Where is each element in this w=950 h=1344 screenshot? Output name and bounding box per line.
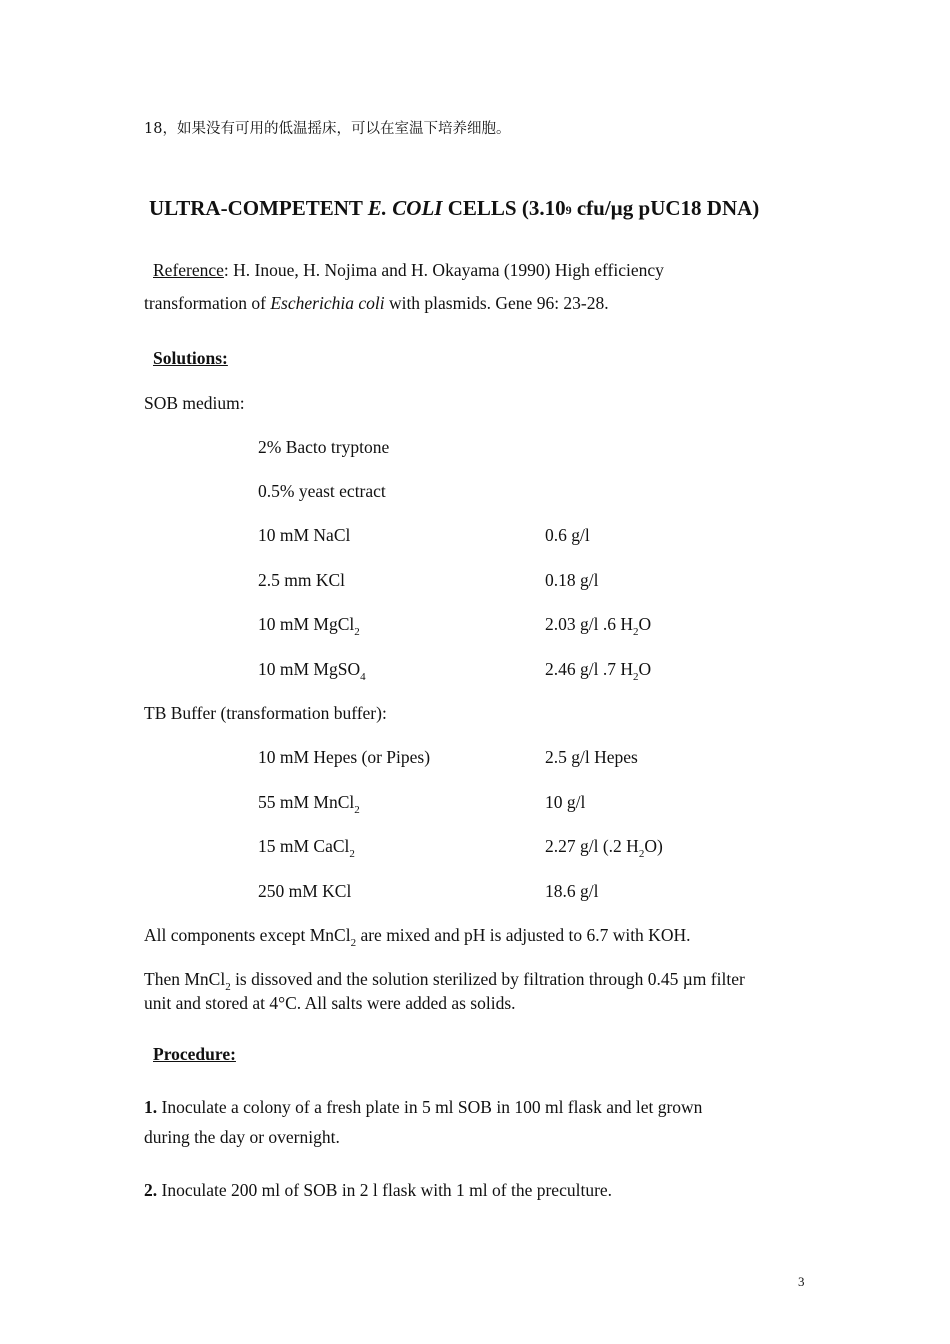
step-1-text: Inoculate a colony of a fresh plate in 5 ml SOB in 100 ml flask and let grown [157, 1097, 703, 1117]
sob-r5a-sub: 2 [354, 626, 360, 638]
reference-line-1 [153, 259, 664, 281]
sob-r5a: 10 mM MgCl [258, 614, 355, 634]
reference-line2-b: with plasmids. Gene 96: 23-28. [384, 293, 609, 313]
step-1-line-2: during the day or overnight. [144, 1127, 340, 1147]
note-1a: All components except MnCl [144, 925, 351, 945]
title-italic: E. COLI [367, 196, 443, 220]
sob-label: SOB medium: [144, 393, 245, 413]
sob-r5b-sub: 2 [633, 626, 639, 638]
sob-row-1: 2% Bacto tryptone [258, 437, 390, 457]
note-2-sub: 2 [225, 981, 231, 993]
tb-r3b-end: O) [644, 836, 663, 856]
sob-row-4-amount: 0.18 g/l [545, 570, 599, 590]
sob-r6b-sub: 2 [633, 671, 639, 683]
sob-r5b-end: O [638, 614, 652, 634]
note-1-sub: 2 [350, 937, 357, 949]
step-1-number: 1. [144, 1097, 158, 1117]
tb-r3b-sub: 2 [638, 848, 645, 860]
sob-row-2: 0.5% yeast ectract [258, 481, 386, 501]
step-1-line-1 [144, 1096, 702, 1118]
reference-line2-a: transformation of [144, 293, 271, 313]
sob-row-6-component [258, 658, 366, 683]
note-2b: is dissoved and the solution sterilized by filtration through 0.45 µm filter [230, 969, 745, 989]
sob-r6a-sub: 4 [360, 671, 366, 683]
tb-r2a-sub: 2 [354, 804, 360, 816]
tb-r3a-sub: 2 [349, 848, 355, 860]
tb-row-2-component [258, 791, 360, 816]
tb-row-4-amount: 18.6 g/l [545, 881, 599, 901]
sob-r6a: 10 mM MgSO [258, 659, 361, 679]
note-1 [144, 924, 691, 949]
tb-row-3-component [258, 835, 355, 860]
tb-r3b: 2.27 g/l (.2 H [545, 836, 639, 856]
sob-row-3-amount: 0.6 g/l [545, 525, 590, 545]
sob-row-4-component: 2.5 mm KCl [258, 570, 346, 590]
tb-row-3-amount [545, 835, 663, 860]
page-title [149, 196, 759, 221]
page-number: 3 [798, 1274, 805, 1289]
reference-label: Reference [153, 260, 224, 280]
sob-r6b: 2.46 g/l .7 H [545, 659, 633, 679]
title-part2: CELLS (3.10 [442, 196, 566, 220]
sob-r5b: 2.03 g/l .6 H [545, 614, 633, 634]
reference-line1-rest: : H. Inoue, H. Nojima and H. Okayama (1990) High efficiency [223, 260, 664, 280]
step-2-line-1 [144, 1179, 612, 1201]
tb-r3a: 15 mM CaCl [258, 836, 350, 856]
tb-row-1-amount: 2.5 g/l Hepes [545, 747, 638, 767]
solutions-heading: Solutions: [153, 348, 228, 368]
sob-row-6-amount [545, 658, 652, 683]
note-2-continued: unit and stored at 4°C. All salts were added as solids. [144, 993, 516, 1013]
tb-row-1-component: 10 mM Hepes (or Pipes) [258, 747, 431, 767]
step-2-number: 2. [144, 1180, 158, 1200]
tb-row-4-component: 250 mM KCl [258, 881, 352, 901]
step-2-text: Inoculate 200 ml of SOB in 2 l flask with 1 ml of the preculture. [157, 1180, 613, 1200]
sob-row-5-amount [545, 613, 652, 638]
sob-row-5-component [258, 613, 360, 638]
tb-label: TB Buffer (transformation buffer): [144, 703, 387, 723]
tb-r2a: 55 mM MnCl [258, 792, 355, 812]
top-note: 18，如果没有可用的低温摇床，可以在室温下培养细胞。 [144, 121, 511, 137]
title-part1: ULTRA-COMPETENT [149, 196, 368, 220]
procedure-heading: Procedure: [153, 1044, 236, 1064]
title-exponent: 9 [565, 203, 572, 217]
note-2 [144, 968, 745, 993]
tb-row-2-amount: 10 g/l [545, 792, 586, 812]
sob-r6b-end: O [638, 659, 652, 679]
reference-species: Escherichia coli [270, 293, 385, 313]
note-1b: are mixed and pH is adjusted to 6.7 with KOH. [356, 925, 691, 945]
title-part3: cfu/µg pUC18 DNA) [571, 196, 760, 220]
reference-line-2 [144, 292, 609, 314]
sob-row-3-component: 10 mM NaCl [258, 525, 351, 545]
note-2a: Then MnCl [144, 969, 226, 989]
